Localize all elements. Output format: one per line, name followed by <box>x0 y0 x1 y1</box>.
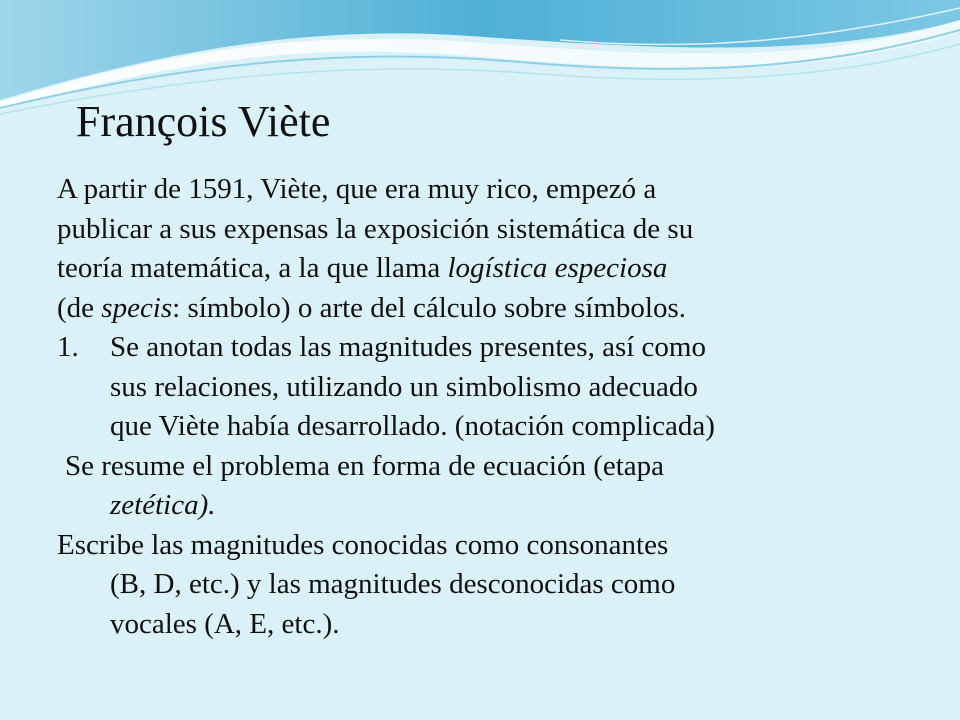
item-text <box>110 328 715 447</box>
escribe-line-2: (B, D, etc.) y las magnitudes desconocidas como <box>110 568 676 600</box>
term-logistica-especiosa: logística especiosa <box>447 252 668 284</box>
intro-line-3: teoría matemática, a la que llama logística especiosa <box>57 252 668 284</box>
item1-line-2: sus relaciones, utilizando un simbolismo adecuado <box>110 370 698 403</box>
resume-line-1: Se resume el problema en forma de ecuación (etapa <box>65 449 665 482</box>
item-number: 1. <box>57 331 79 363</box>
intro-paragraph <box>57 170 917 328</box>
numbered-item-1 <box>57 328 917 447</box>
resume-line-2 <box>57 486 917 526</box>
resume-paragraph <box>57 447 917 526</box>
intro-line-4: (de specis: símbolo) o arte del cálculo sobre símbolos. <box>57 291 686 324</box>
item1-line-1: Se anotan todas las magnitudes presentes, así como <box>110 331 706 363</box>
term-specis: specis <box>101 291 173 324</box>
escribe-line-3: vocales (A, E, etc.). <box>110 607 340 640</box>
slide-body <box>57 170 917 644</box>
item1-line-3: que Viète había desarrollado. (notación complicada) <box>110 410 715 442</box>
escribe-paragraph <box>57 526 917 645</box>
intro-line-1: A partir de 1591, Viète, que era muy rico, empezó a <box>57 173 657 205</box>
slide-title: François Viète <box>76 97 331 146</box>
term-zetetica: zetética). <box>110 489 216 521</box>
intro-line-2: publicar a sus expensas la exposición sistemática de su <box>57 212 694 245</box>
escribe-line-1: Escribe las magnitudes conocidas como consonantes <box>57 528 669 561</box>
